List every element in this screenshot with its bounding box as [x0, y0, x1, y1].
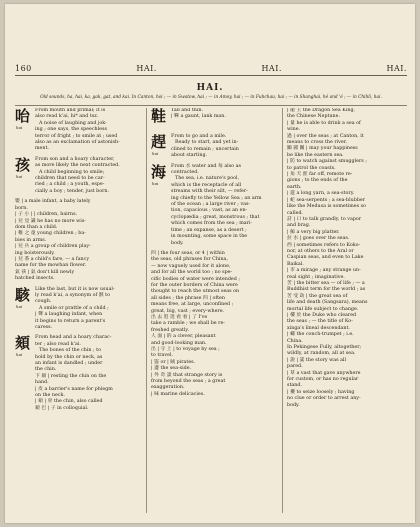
entry-text: From son and a hoary character,	[35, 156, 115, 162]
compound-entry: 苦 受 劫 | the great sea of	[287, 293, 348, 299]
entry-text: ment.	[35, 146, 49, 152]
entry-text: ried ; a child ; a youth, espe-	[35, 182, 105, 188]
compound-entry: 出 | 守 上 | to voyage by sea ;	[151, 347, 220, 352]
entry-text: ter ; also read k‘ai.	[35, 341, 81, 347]
entry-text: body.	[171, 240, 184, 246]
entry-text: caress.	[35, 325, 53, 330]
column-left	[15, 108, 143, 513]
compound-entry: | 樓 於 the Duke who cleared	[287, 313, 357, 318]
entry-text: Ready to start, and yet in-	[175, 140, 239, 146]
compound-entry: 人 面 | 的 a clever, pleasant	[151, 334, 216, 340]
compound-entry: freshed greatly.	[151, 327, 190, 333]
compound-entry: and brag.	[287, 223, 311, 229]
sounds-rule	[15, 105, 407, 106]
compound-entry: from beyond the seas ; a great	[151, 379, 226, 385]
dictionary-page	[5, 4, 415, 523]
entry-text: which is the receptacle of all	[171, 182, 242, 188]
compound-entry: 氣 孩 | 氣 don't kill newly	[15, 269, 75, 275]
entry-text: also read k‘ai, hi* and tsz.	[35, 114, 99, 120]
romanization: hai	[16, 125, 23, 130]
compound-entry: gions ; to the ends of the	[287, 178, 348, 184]
compound-entry: to travel.	[151, 353, 174, 359]
compound-entry: pared.	[287, 364, 303, 370]
compound-entry: like the Medusa is sometimes so	[287, 204, 366, 210]
running-head-center: HAI.	[261, 63, 282, 73]
compound-entry: the seas, old phrases for China,	[151, 257, 228, 263]
entry-text: From head and a hoary charac-	[35, 335, 112, 341]
compound-entry: 過 | over the seas ; at Canton, it	[287, 133, 364, 139]
compound-entry: | 鯨 a very big platter.	[287, 229, 340, 235]
romanization: hai	[152, 180, 159, 186]
compound-entry: nor, at others to the Aral or	[287, 248, 354, 254]
character-glyph: 孩	[15, 155, 31, 174]
compound-entry: | 擾 to seize loosely ; having	[287, 389, 355, 395]
entry-text: ly read k‘ai, a synonym of 骸 to	[35, 292, 110, 298]
compound-entry: | 兒 茶 a child's fare, — a fancy	[15, 256, 90, 262]
entry-text: ing chiefly to the Yellow Sea ; an arm	[171, 195, 262, 201]
entry-text: hold by the chin or neck, as	[35, 354, 103, 360]
entry-text: time ; an expanse, as a desert ;	[171, 227, 247, 233]
compound-entry: thought to reach the utmost seas on	[151, 289, 240, 295]
entry-text: Tall and thin.	[171, 108, 203, 113]
compound-entry: | 量 he is able to drink a sea of	[287, 120, 361, 126]
romanization: hai	[152, 151, 159, 156]
header-rule	[15, 75, 407, 76]
entry-text: From mouth and primal; it is	[35, 108, 106, 113]
compound-entry: hatched insects.	[15, 276, 55, 282]
entry-text: also as an exclamation of astonish-	[35, 140, 120, 146]
compound-entry: means free, at large, unconfined ;	[151, 302, 234, 308]
entry-text: contracted.	[171, 170, 199, 176]
entry-text: cough.	[35, 299, 52, 305]
compound-entry: all sides ; the phrase 四 | often	[151, 295, 225, 301]
compound-entry: for custom, or has no regular	[287, 377, 359, 383]
entry-text: 下 頦 | resting the chin on the	[35, 373, 107, 379]
entry-text: on the neck.	[35, 393, 65, 399]
entry-text: | 鞾 a gaunt, lank man.	[171, 114, 226, 120]
character-glyph: 頦	[15, 334, 31, 353]
compound-entry: exaggeration.	[151, 385, 185, 391]
compound-entry: | 草 a vast that gave anywhere	[287, 370, 361, 376]
entry-text: Like the last, but it is now usual-	[35, 286, 115, 292]
entry-text: children that need to be car-	[35, 176, 105, 182]
compound-entry: means to cross the river.	[287, 140, 348, 146]
dictionary-entry	[151, 164, 279, 247]
compound-entry: | 蛇 sea-serpents ; a sea-blubber	[287, 197, 366, 203]
dictionary-entry	[15, 108, 143, 153]
entry-text: | 聲 a laughing infant, when	[35, 312, 103, 318]
column-divider	[282, 108, 283, 513]
entry-text: ing ; one says, the speechless	[35, 127, 107, 133]
compound-entry: body.	[287, 402, 300, 408]
compound-entry: | 味 marine delicacies.	[151, 391, 205, 397]
entry-text: of the ocean ; a large river ; vas-	[171, 202, 251, 208]
compound-entry: | 兒 兵 a group of children play-	[15, 244, 91, 250]
compound-entry: | 遊 a long yarn, a sea-story.	[287, 191, 355, 197]
compound-entry: the seas ; — the title of Ko-	[287, 319, 353, 325]
compound-entry: | 角 天 涯 far off, remote re-	[287, 172, 353, 178]
entry-text: in mounting, some space in the	[171, 234, 248, 240]
entry-text: The bones of the chin ; to	[39, 348, 101, 354]
column-right	[287, 108, 409, 513]
running-head-left: HAI.	[136, 63, 157, 73]
compound-entry: | 螺 the conch-trumpet ; i.e.	[287, 332, 354, 338]
entry-text: From 水 water and 每 also as	[171, 163, 241, 169]
character-glyph: 駭	[15, 285, 31, 304]
entry-text: cyclopædia ; great, monstrous ; that	[171, 214, 260, 220]
compound-entry: 出 去 逛 逛 看 看 | 了 I've	[151, 314, 208, 320]
entry-text: clined to remain ; uncertain	[171, 146, 239, 152]
compound-entry: 關 閥 關 | may your happiness	[287, 146, 358, 152]
compound-entry: wildly, at random, all at sea.	[287, 351, 356, 357]
entry-text: it begins to return a parent's	[35, 318, 106, 324]
compound-entry: | 防 to watch against smugglers ;	[287, 159, 367, 165]
entry-text: an infant is dandled ; under	[35, 361, 103, 367]
entry-text: which comes from the sea ; mari-	[171, 221, 253, 227]
compound-entry: real sight ; imaginative.	[287, 274, 345, 280]
character-glyph: 咍	[15, 108, 31, 125]
dictionary-entry	[151, 134, 279, 160]
compound-entry: Baikal.	[287, 261, 304, 267]
compound-entry: | 盜 or | 賊 pirates.	[151, 359, 196, 365]
compound-entry: be like the eastern sea.	[287, 152, 344, 158]
compound-entry: 拉 水 | goes over the seas.	[287, 236, 350, 242]
entry-text: hand.	[35, 380, 49, 386]
entry-text: | 頦 | 骨 the chin, also called	[35, 399, 103, 405]
entry-text: 頦 巴 | 子 in colloquial.	[35, 405, 89, 411]
compound-entry: China.	[287, 338, 303, 344]
compound-entry: | 市 a mirage ; any strange un-	[287, 268, 361, 274]
dictionary-entry	[15, 287, 143, 332]
compound-list	[287, 108, 409, 409]
compound-entry: | 龍 王 the Dragon Sea King,	[287, 108, 356, 113]
compound-entry: take a ramble ; we shall be re-	[151, 321, 225, 327]
compound-entry: ing boisterously.	[15, 250, 55, 256]
compound-entry: mortal life subject to change.	[287, 306, 359, 312]
compound-entry: 四 | the four seas, or 4 | within	[151, 250, 225, 256]
compound-entry: In Pekingese Fully, altogether;	[287, 345, 362, 351]
entry-text: A smile or prattle of a child ;	[39, 305, 109, 311]
compound-entry: bies in arms.	[15, 237, 47, 243]
entry-text: as more likely the next contracted.	[35, 163, 120, 169]
character-glyph: 鞋	[151, 108, 167, 125]
compound-entry: | 邊 the sea-side.	[151, 366, 192, 372]
entry-text: terror of fright ; to smile at ; used	[35, 133, 118, 139]
compound-entry: | 稚 之 童 young children ; ba-	[15, 231, 86, 237]
compound-entry: great, big, vast ; every-where.	[151, 308, 225, 314]
compound-entry: Caspian seas, and even to Lake	[287, 255, 364, 261]
compound-entry: dom than a child.	[15, 224, 58, 230]
entry-text: A noise of laughing and jok-	[39, 120, 107, 126]
compound-entry: 嬰 | a male infant, a baby lately	[15, 199, 91, 205]
compound-entry: called.	[287, 210, 304, 216]
romanization: hai	[16, 303, 23, 309]
column-divider	[146, 108, 147, 513]
column-middle	[151, 108, 279, 513]
compound-entry: and good-looking man.	[151, 340, 207, 346]
entry-text: tion, capacious ; vast, as an en-	[171, 208, 248, 214]
compound-entry: 苦 | the bitter sea — of life ; — a	[287, 280, 365, 286]
compound-entry: born.	[15, 205, 28, 211]
compound-entry: for the outer borders of China were	[151, 282, 238, 288]
running-head-right: HAI.	[386, 63, 407, 73]
compound-entry: wine.	[287, 127, 301, 133]
section-title: HAI.	[196, 83, 224, 93]
entry-text: | 皮 a barrier's name for phlegm	[35, 386, 113, 392]
compound-entry: and for all the world too ; no spe-	[151, 270, 233, 276]
romanization: hai	[16, 352, 23, 358]
compound-entry: to patrol the coasts.	[287, 165, 336, 171]
dictionary-entry	[15, 157, 143, 195]
compound-entry: 詩 | 口 to talk grandly, to vapor	[287, 216, 362, 222]
entry-text: streams with their silt, — refer-	[171, 189, 248, 195]
sounds-line: Old sounds, ha, hai, ka, gak, gat, and kai. In Canton, hoi ; — in Swatow, hai ; — in Amoy, hai ; — in Fuhchau, hai ; — in Shanghai, hé and 'é ; — in Chihli, hai.	[40, 95, 382, 100]
compound-entry: | 兒 見 識 he has no more wis-	[15, 218, 86, 224]
compound-entry: no clue or order to arrest any-	[287, 396, 361, 402]
dictionary-entry	[151, 108, 279, 130]
entry-text: about starting.	[171, 153, 208, 159]
compound-entry: 西 | sometimes refers to Koko-	[287, 242, 361, 248]
entry-text: the chin.	[35, 367, 57, 373]
compound-entry: the Chinese Neptune.	[287, 114, 341, 120]
compound-entry: life and death (Sangsara), means	[287, 300, 368, 306]
romanization: hai	[16, 173, 23, 179]
character-glyph: 海	[151, 162, 167, 181]
compound-entry: stand.	[287, 383, 302, 389]
compound-entry: | 子 小 | | children, bairns.	[15, 212, 78, 218]
dictionary-entry	[15, 335, 143, 412]
compound-entry: | 說 | 謠 the story was all	[287, 357, 346, 363]
compound-entry: | 外 奇 談 that strange story is	[151, 372, 223, 378]
running-head	[15, 62, 407, 74]
compound-entry: Buddhist term for the world ; as	[287, 287, 366, 293]
entry-text: cially a boy ; tender, just born.	[35, 188, 110, 194]
compound-entry: name for the mowhan flower.	[15, 263, 87, 269]
compound-entry: earth.	[287, 184, 302, 190]
compound-entry: cific bodies of water were intended ;	[151, 276, 240, 282]
entry-text: The sea, i.e. nature's pool,	[175, 176, 240, 182]
compound-entry: xinga's lineal descendant.	[287, 325, 350, 331]
compound-list	[151, 251, 279, 398]
entry-text: A child beginning to smile;	[39, 169, 105, 175]
compound-list	[15, 199, 143, 282]
character-glyph: 趕	[151, 133, 167, 151]
compound-entry: — now vaguely used for it alone,	[151, 263, 231, 269]
entry-text: From to go and a mile.	[171, 134, 227, 139]
page-number: 160	[15, 63, 32, 73]
